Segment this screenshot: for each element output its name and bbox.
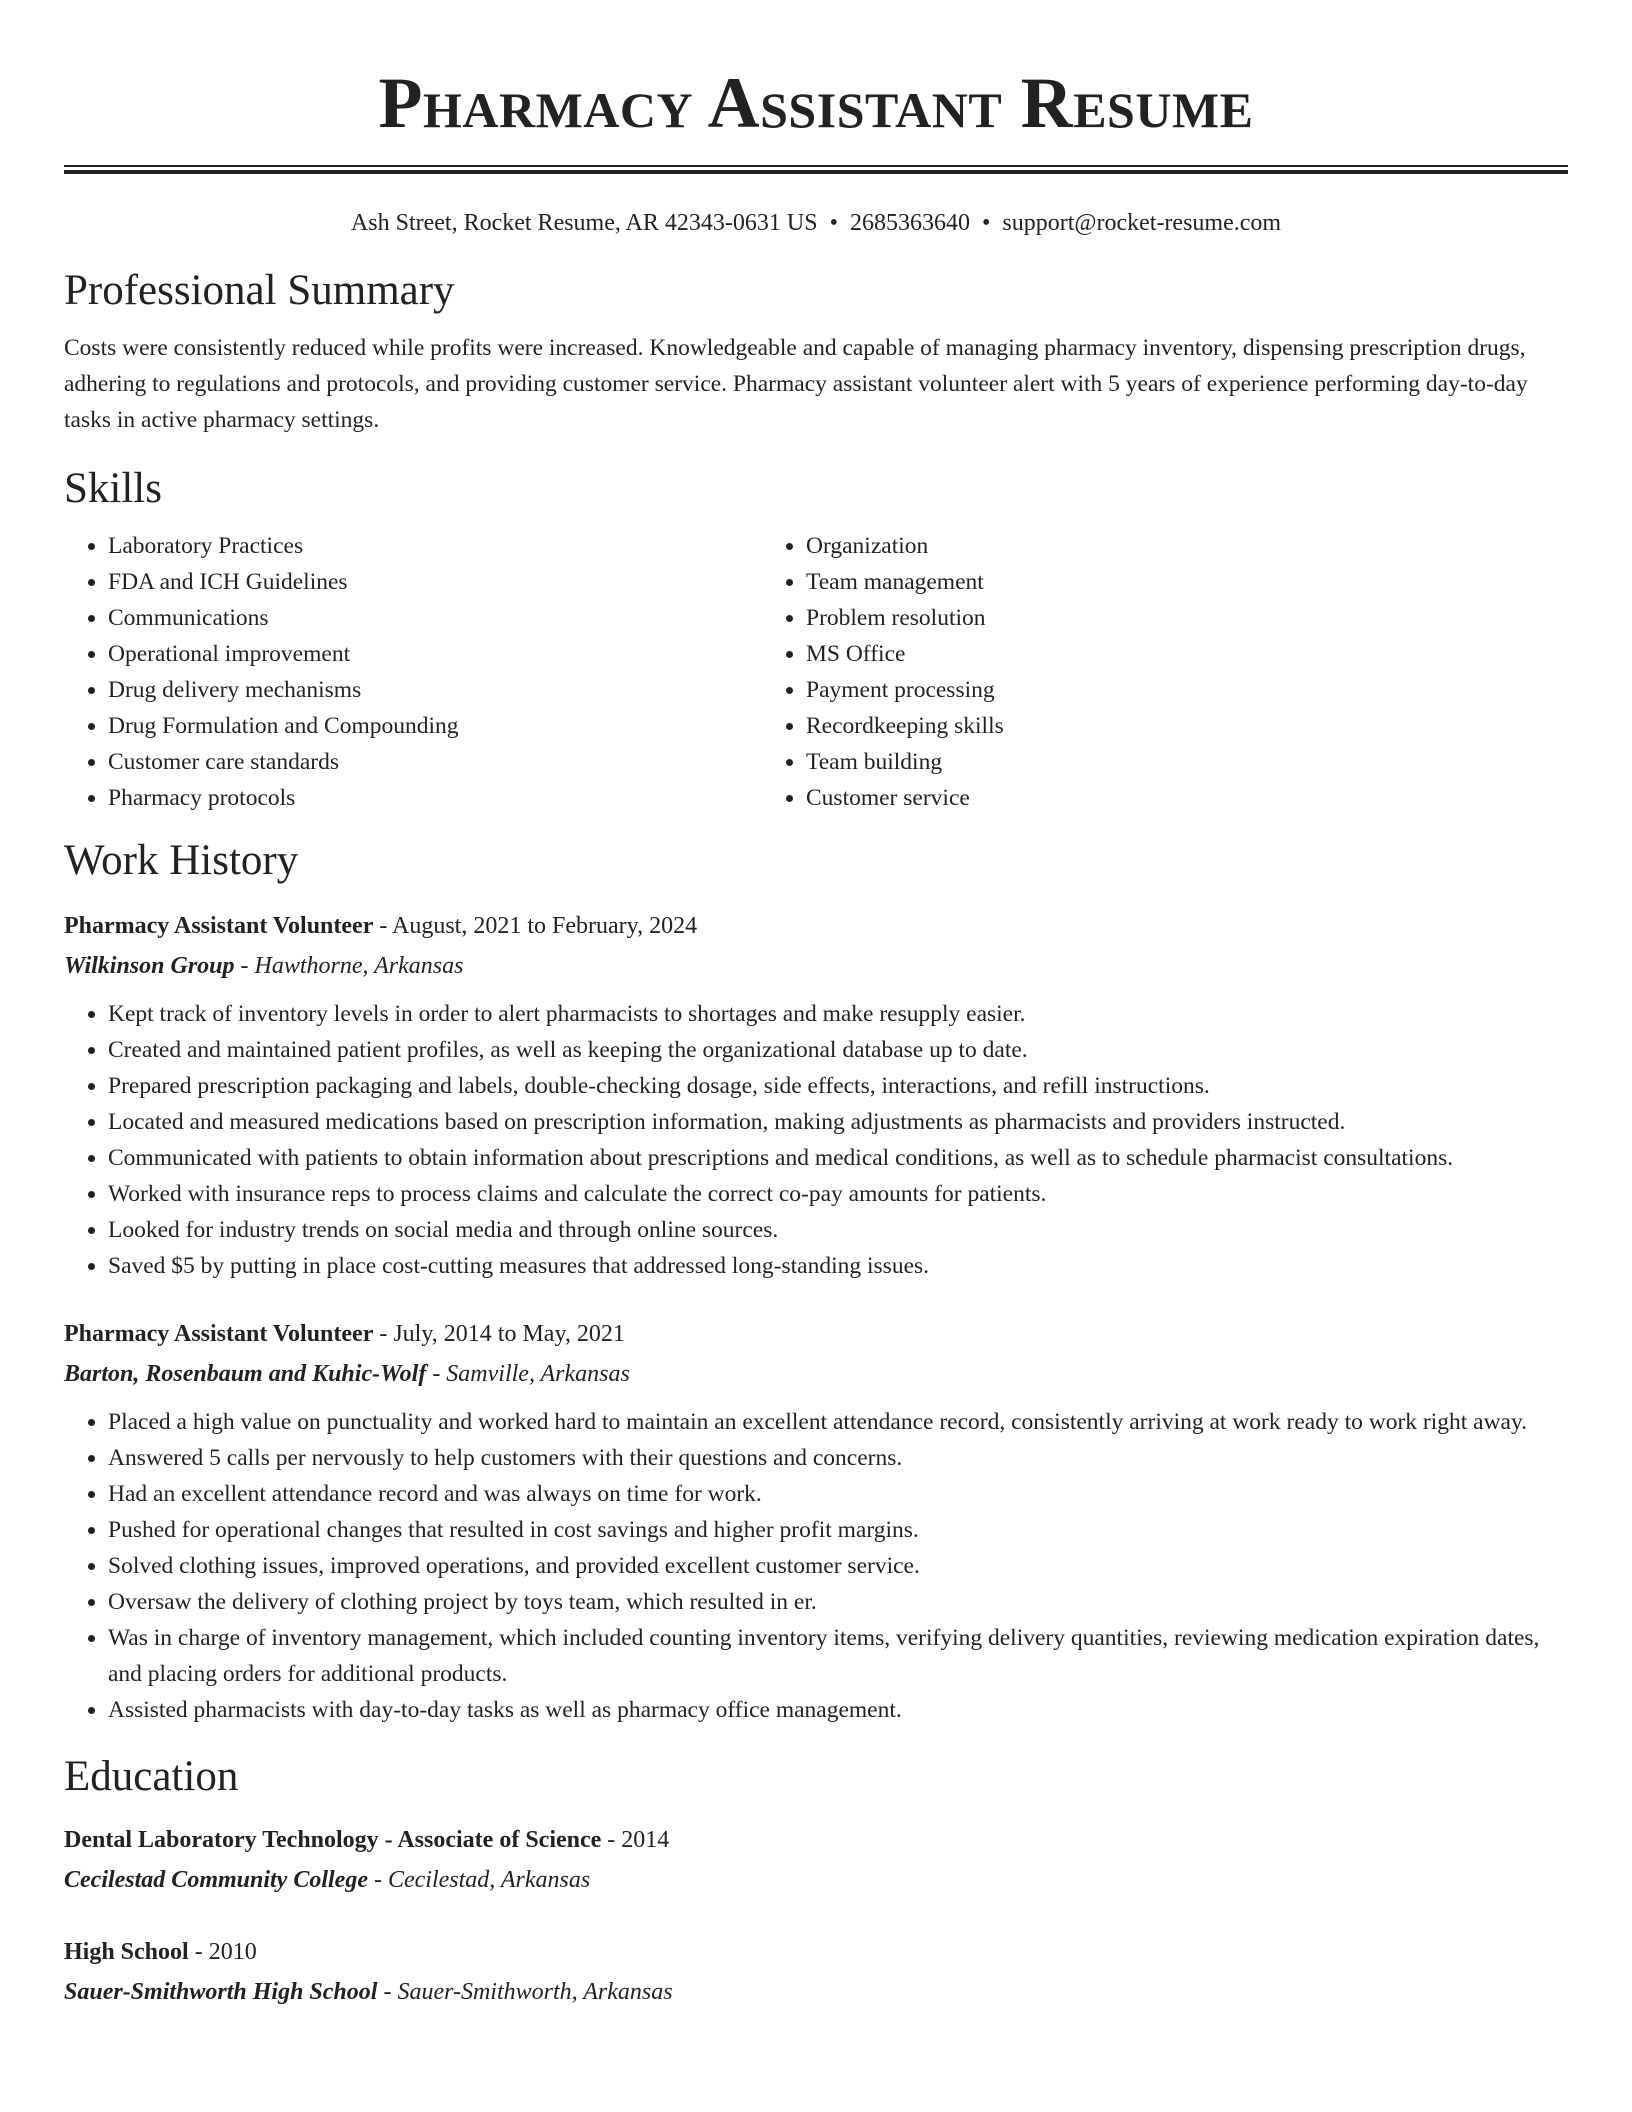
education-school: Cecilestad Community College [64,1867,368,1893]
job-company-line [64,948,1568,984]
job-location: - Samville, Arkansas [426,1361,630,1387]
skill-item: • Organization [806,528,1004,564]
job-company-line [64,1356,1568,1392]
contact-separator: • [829,210,838,236]
education-school-line [64,1862,1568,1898]
job-bullet: • Worked with insurance reps to process claims and calculate the correct co-pay amounts for patients. [108,1176,1568,1212]
skill-item: • Team management [806,564,1004,600]
job-bullet: • Assisted pharmacists with day-to-day tasks as well as pharmacy office management. [108,1692,1568,1728]
job-title: Pharmacy Assistant Volunteer [64,1321,374,1347]
job-bullet: • Pushed for operational changes that resulted in cost savings and higher profit margins. [108,1512,1568,1548]
job-dates: - August, 2021 to February, 2024 [373,913,698,939]
summary-heading: Professional Summary [64,267,455,314]
job-bullet: • Kept track of inventory levels in order to alert pharmacists to shortages and make resupply easier. [108,996,1568,1032]
job-location: - Hawthorne, Arkansas [234,953,464,979]
skill-item: • FDA and ICH Guidelines [108,564,762,600]
skill-item: • Team building [806,744,1004,780]
skills-column-right [762,528,1004,816]
job-bullet: • Saved $5 by putting in place cost-cutting measures that addressed long-standing issues. [108,1248,1568,1284]
job-bullet: • Answered 5 calls per nervously to help customers with their questions and concerns. [108,1440,1568,1476]
resume-title: Pharmacy Assistant Resume [378,63,1254,143]
education-school-line [64,1974,1568,2010]
education-degree: High School [64,1939,189,1965]
job-title: Pharmacy Assistant Volunteer [64,913,374,939]
job-bullet: • Communicated with patients to obtain information about prescriptions and medical conditions, as well as to schedule pharmacist consultations. [108,1140,1568,1176]
skill-item: • Drug delivery mechanisms [108,672,762,708]
skill-item: • Problem resolution [806,600,1004,636]
job-bullet: • Oversaw the delivery of clothing project by toys team, which resulted in er. [108,1584,1568,1620]
job-company: Wilkinson Group [64,953,235,979]
education-year: - 2014 [601,1827,670,1853]
job-bullet: • Solved clothing issues, improved operations, and provided excellent customer service. [108,1548,1568,1584]
job-bullet: • Placed a high value on punctuality and worked hard to maintain an excellent attendance record, consistently arriving at work ready to work right away. [108,1404,1568,1440]
job-entry [64,908,1568,1284]
education-year: - 2010 [188,1939,257,1965]
job-company: Barton, Rosenbaum and Kuhic-Wolf [64,1361,427,1387]
skill-item: • Operational improvement [108,636,762,672]
skills-column-left [64,528,762,816]
contact-line [64,208,1568,238]
skill-item: • Payment processing [806,672,1004,708]
skill-item: • Recordkeeping skills [806,708,1004,744]
job-bullets [64,1404,1568,1728]
skill-item: • Laboratory Practices [108,528,762,564]
job-bullet: • Located and measured medications based on prescription information, making adjustments as pharmacists and providers instructed. [108,1104,1568,1140]
job-bullets [64,996,1568,1284]
skill-item: • Customer care standards [108,744,762,780]
contact-separator: • [981,210,991,236]
job-dates: - July, 2014 to May, 2021 [373,1321,625,1347]
education-degree: Dental Laboratory Technology - Associate of Science [64,1827,602,1853]
resume-page [64,0,1568,2010]
education-school: Sauer-Smithworth High School [64,1979,378,2005]
job-bullet: • Had an excellent attendance record and was always on time for work. [108,1476,1568,1512]
skills-list [64,528,1568,816]
job-title-line [64,1316,1568,1352]
contact-email[interactable]: support@rocket-resume.com [1002,210,1282,236]
education-location: - Cecilestad, Arkansas [367,1867,591,1893]
education-heading: Education [64,1753,239,1800]
job-bullet: • Created and maintained patient profiles, as well as keeping the organizational database up to date. [108,1032,1568,1068]
summary-text: Costs were consistently reduced while profits were increased. Knowledgeable and capable of managing pharmacy inventory, dispensing prescription drugs, adhering to regulations and protocols, and providing customer service. Pharmacy assistant volunteer alert with 5 years of experience performing day-to-day tasks in active pharmacy settings. [64,335,1528,433]
job-entry [64,1316,1568,1728]
contact-phone: 2685363640 [849,210,970,236]
education-entry [64,1822,1568,1898]
education-location: - Sauer-Smithworth, Arkansas [377,1979,673,2005]
education-degree-line [64,1822,1568,1858]
skill-item: • Drug Formulation and Compounding [108,708,762,744]
education-entry [64,1934,1568,2010]
education-degree-line [64,1934,1568,1970]
skill-item: • Customer service [806,780,1004,816]
title-divider [64,165,1568,174]
skill-item: • MS Office [806,636,1004,672]
skill-item: • Communications [108,600,762,636]
skills-heading: Skills [64,465,162,512]
skill-item: • Pharmacy protocols [108,780,762,816]
work-history-heading: Work History [64,837,299,884]
job-bullet: • Looked for industry trends on social media and through online sources. [108,1212,1568,1248]
contact-address: Ash Street, Rocket Resume, AR 42343-0631 US [350,210,818,236]
job-bullet: • Prepared prescription packaging and labels, double-checking dosage, side effects, interactions, and refill instructions. [108,1068,1568,1104]
job-bullet: • Was in charge of inventory management, which included counting inventory items, verifying delivery quantities, reviewing medication expiration dates, and placing orders for additional products. [108,1620,1568,1692]
job-title-line [64,908,1568,944]
